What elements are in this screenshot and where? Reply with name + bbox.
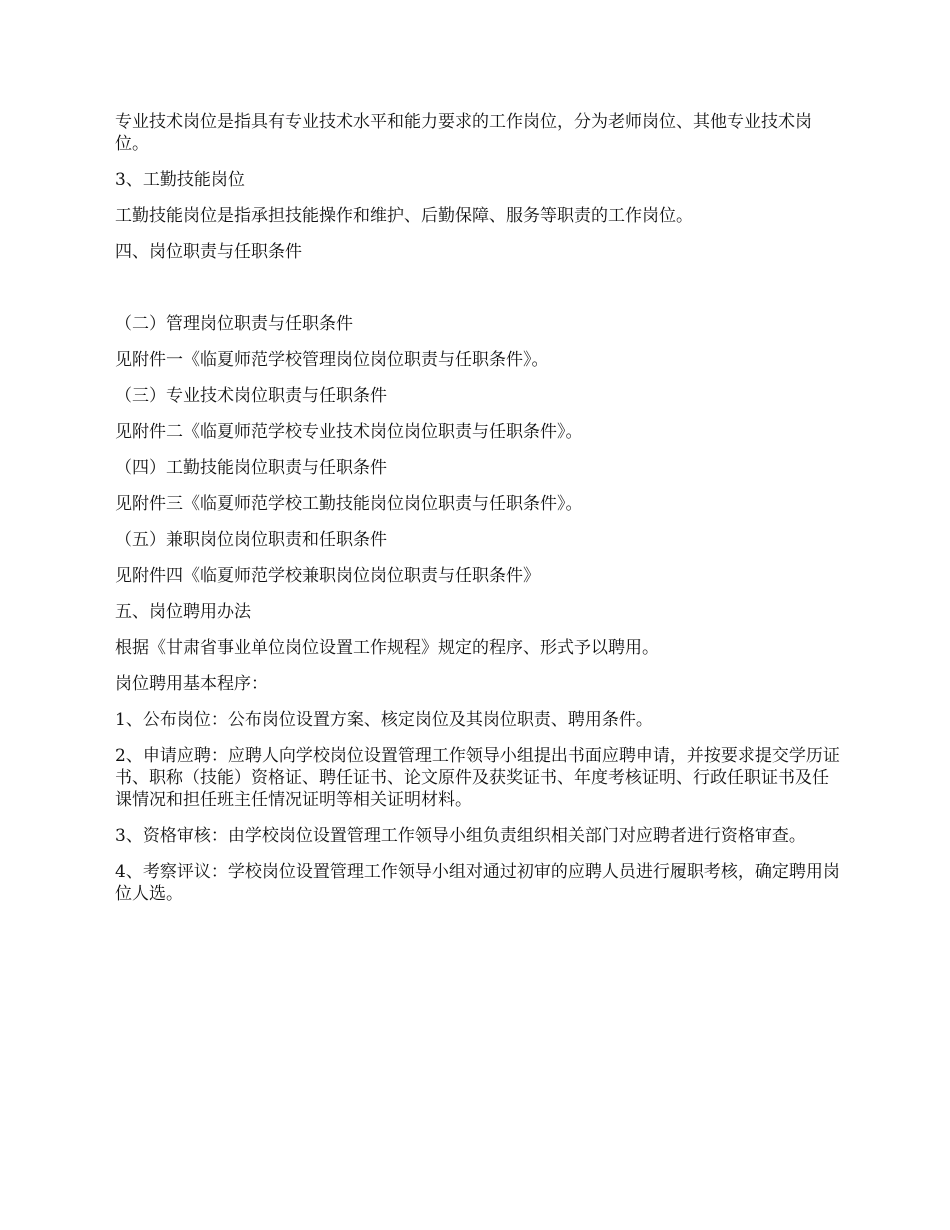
subheading-skill-duties: （四）工勤技能岗位职责与任职条件 bbox=[115, 458, 387, 478]
heading-workers-skill-post: 3、工勤技能岗位 bbox=[115, 170, 245, 190]
paragraph-workers-skill-definition: 工勤技能岗位是指承担技能操作和维护、后勤保障、服务等职责的工作岗位。 bbox=[115, 206, 693, 226]
blank-gap bbox=[115, 277, 845, 313]
list-item-step-1: 1、公布岗位：公布岗位设置方案、核定岗位及其岗位职责、聘用条件。 bbox=[115, 710, 653, 730]
paragraph-annex-three: 见附件三《临夏师范学校工勤技能岗位岗位职责与任职条件》。 bbox=[115, 494, 583, 514]
heading-section-four: 四、岗位职责与任职条件 bbox=[115, 242, 302, 262]
paragraph-regulation-basis: 根据《甘肃省事业单位岗位设置工作规程》规定的程序、形式予以聘用。 bbox=[115, 638, 659, 658]
paragraph-basic-procedure: 岗位聘用基本程序： bbox=[115, 674, 268, 694]
list-item-step-3: 3、资格审核：由学校岗位设置管理工作领导小组负责组织相关部门对应聘者进行资格审查。 bbox=[115, 826, 806, 846]
heading-section-five: 五、岗位聘用办法 bbox=[115, 602, 251, 622]
paragraph-annex-one: 见附件一《临夏师范学校管理岗位岗位职责与任职条件》。 bbox=[115, 350, 549, 370]
list-item-step-2: 2、申请应聘：应聘人向学校岗位设置管理工作领导小组提出书面应聘申请，并按要求提交学历证书、职称（技能）资格证、聘任证书、论文原件及获奖证书、年度考核证明、行政任职证书及任课情况和担任班主任情况证明等相关证明材料。 bbox=[115, 746, 840, 810]
list-item-step-4: 4、考察评议：学校岗位设置管理工作领导小组对通过初审的应聘人员进行履职考核，确定聘用岗位人选。 bbox=[115, 862, 840, 904]
subheading-professional-duties: （三）专业技术岗位职责与任职条件 bbox=[115, 386, 387, 406]
paragraph-professional-tech-definition: 专业技术岗位是指具有专业技术水平和能力要求的工作岗位，分为老师岗位、其他专业技术岗位。 bbox=[115, 112, 812, 154]
subheading-management-duties: （二）管理岗位职责与任职条件 bbox=[115, 314, 353, 334]
paragraph-annex-four: 见附件四《临夏师范学校兼职岗位岗位职责与任职条件》 bbox=[115, 566, 540, 586]
subheading-parttime-duties: （五）兼职岗位岗位职责和任职条件 bbox=[115, 530, 387, 550]
document-page bbox=[115, 111, 845, 919]
paragraph-annex-two: 见附件二《临夏师范学校专业技术岗位岗位职责与任职条件》。 bbox=[115, 422, 583, 442]
